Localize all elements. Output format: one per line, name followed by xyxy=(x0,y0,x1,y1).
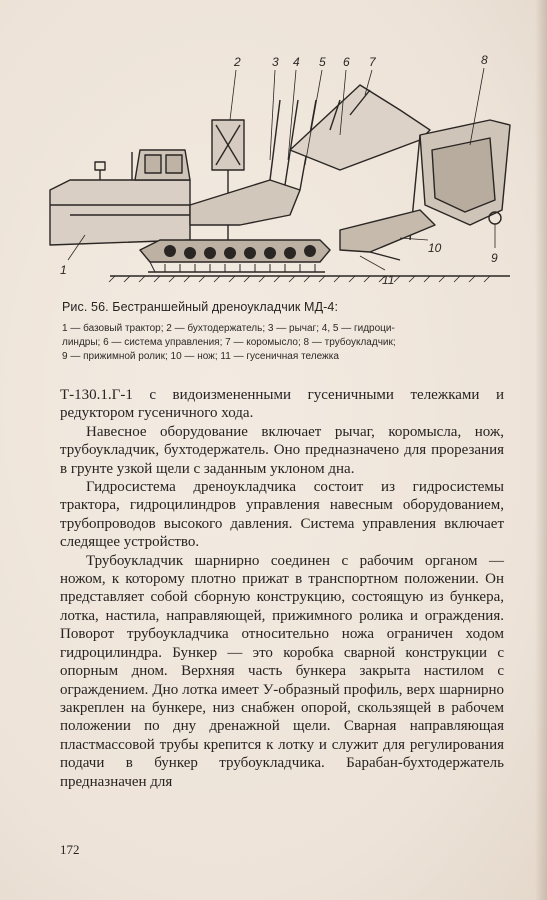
callout-9: 9 xyxy=(491,251,498,265)
callout-8: 8 xyxy=(481,53,488,67)
callout-4: 4 xyxy=(293,55,300,69)
page-number: 172 xyxy=(60,842,80,857)
legend-line: 1 — базовый трактор; 2 — бухтодержатель; 3 — рычаг; 4, 5 — гидроци- xyxy=(62,323,395,334)
page-edge-shadow xyxy=(535,0,547,900)
drainage-layer-drawing xyxy=(40,40,530,290)
callout-10: 10 xyxy=(428,241,442,255)
callout-11: 11 xyxy=(382,273,395,287)
figure-caption-title: Рис. 56. Бестраншейный дреноукладчик МД-4: xyxy=(62,300,339,314)
paragraph: Гидросистема дреноукладчика состоит из гидросистемы трактора, гидроцилиндров управления навесным оборудованием, трубопроводов высокого давления. Система управления включает следящее устройство. xyxy=(60,479,504,551)
callout-3: 3 xyxy=(272,55,279,69)
callout-2: 2 xyxy=(234,55,241,69)
callout-5: 5 xyxy=(319,55,326,69)
paragraph: Трубоукладчик шарнирно соединен с рабочим органом — ножом, к которому плотно прижат в транспортном положении. Он представляет собой сборную конструкцию, состоящую из бункера, лотка, настила, направляющей, прижимного ролика и ограждения. Поворот трубоукладчика относительно ножа ограничен ходом гидроцилиндра. Бункер — это коробка сварной конструкции с опорным дном. Верхняя часть бункера закрыта настилом с ограждением. Дно лотка имеет У-образный профиль, верх шарнирно закреплен на бункере, низ снабжен опорой, скользящей в рабочем положении по дну дренажной щели. Сварная направляющая пластмассовой трубы крепится к лотку и служит для регулирования подачи в бункер трубоукладчика. Барабан-бухтодержатель предназначен для xyxy=(60,552,504,790)
legend-line: линдры; 6 — система управления; 7 — коромысло; 8 — трубоукладчик; xyxy=(62,337,396,348)
body-text xyxy=(60,386,504,791)
figure-legend xyxy=(62,322,522,364)
machine-illustration xyxy=(40,40,530,290)
callout-1: 1 xyxy=(60,263,67,277)
paragraph: Т-130.1.Г-1 с видоизмененными гусеничными тележками и редуктором гусеничного хода. xyxy=(60,387,504,422)
legend-line: 9 — прижимной ролик; 10 — нож; 11 — гусеничная тележка xyxy=(62,351,339,362)
callout-7: 7 xyxy=(369,55,376,69)
paragraph: Навесное оборудование включает рычаг, коромысла, нож, трубоукладчик, бухтодержатель. Оно предназначено для прорезания в грунте узкой щели с заданным уклоном дна. xyxy=(60,423,504,477)
callout-6: 6 xyxy=(343,55,350,69)
